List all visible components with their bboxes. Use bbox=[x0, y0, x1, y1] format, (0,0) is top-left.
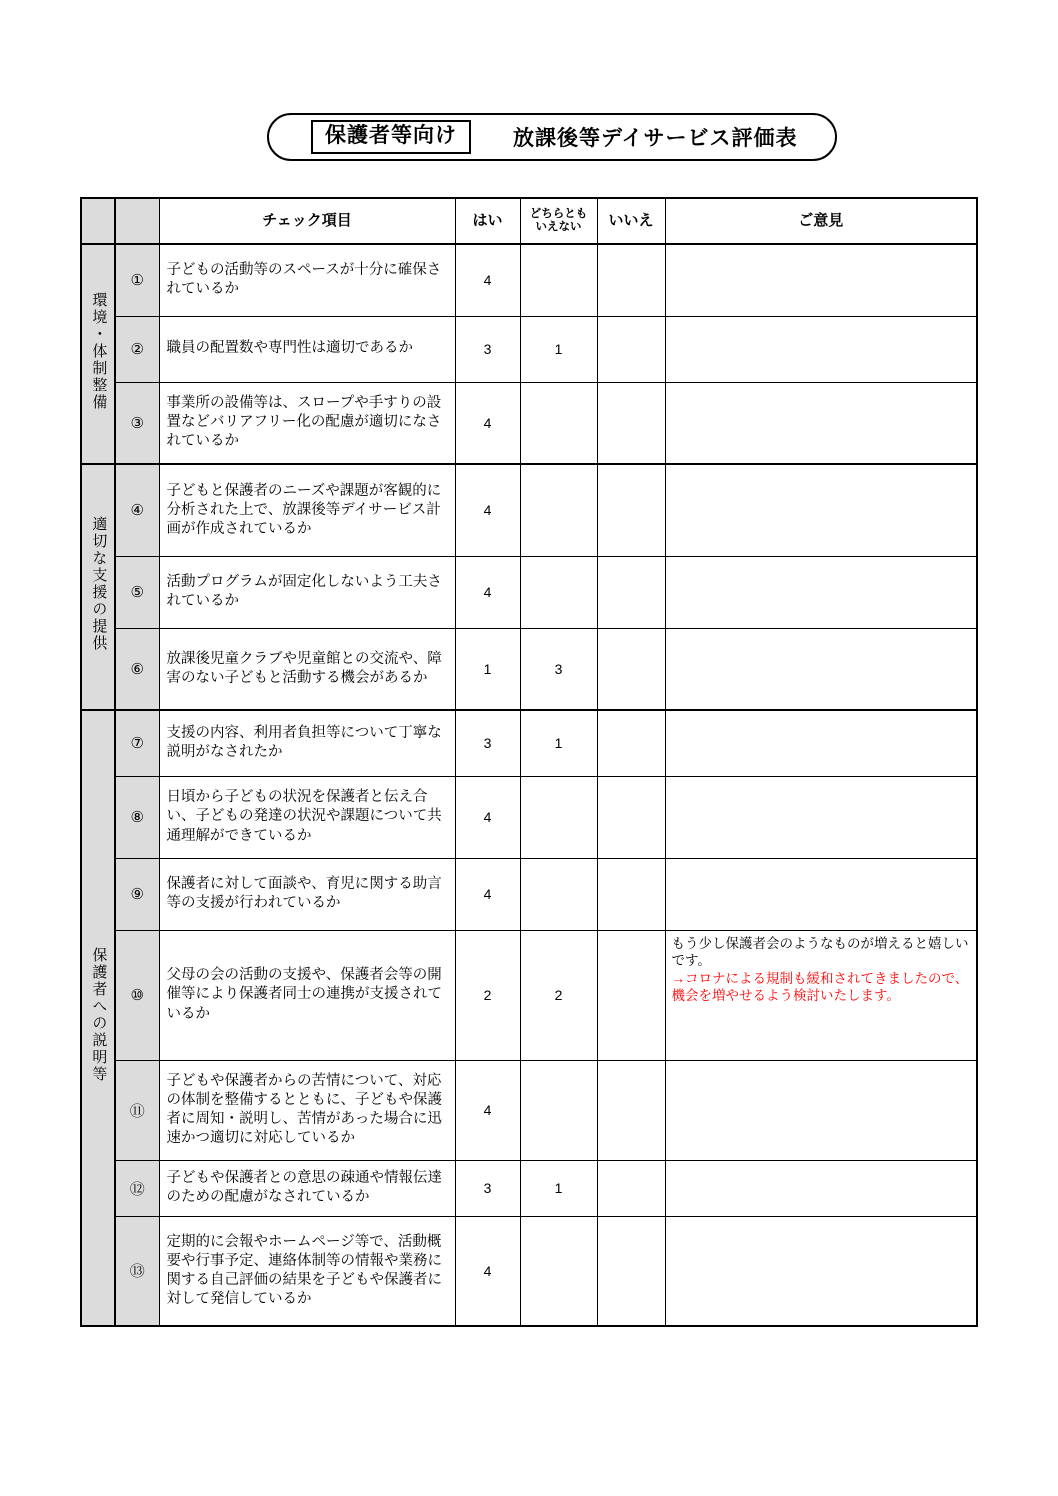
count-no-cell[interactable] bbox=[597, 628, 665, 710]
row-number: ⑥ bbox=[115, 628, 159, 710]
comment-cell[interactable] bbox=[665, 858, 977, 930]
form-title-banner bbox=[267, 113, 837, 161]
check-item-text: 子どもの活動等のスペースが十分に確保されているか bbox=[159, 244, 455, 316]
table-row bbox=[81, 1216, 977, 1326]
count-no-cell[interactable] bbox=[597, 1216, 665, 1326]
table-row bbox=[81, 464, 977, 556]
row-number: ⑫ bbox=[115, 1160, 159, 1216]
title-audience-badge: 保護者等向け bbox=[311, 120, 471, 153]
table-row bbox=[81, 776, 977, 858]
table-row bbox=[81, 316, 977, 382]
count-no-cell[interactable] bbox=[597, 382, 665, 464]
header-neutral-line1: どちらとも bbox=[529, 208, 588, 221]
comment-response-text: →コロナによる規制も緩和されてきましたので、機会を増やせるよう検討いたします。 bbox=[671, 970, 969, 1004]
check-item-text: 定期的に会報やホームページ等で、活動概要や行事予定、連絡体制等の情報や業務に関する自己評価の結果を子どもや保護者に対して発信しているか bbox=[159, 1216, 455, 1326]
count-yes-cell[interactable]: 3 bbox=[455, 1160, 520, 1216]
count-neutral-cell[interactable] bbox=[520, 1060, 597, 1160]
count-neutral-cell[interactable] bbox=[520, 556, 597, 628]
table-header-row bbox=[81, 198, 977, 244]
table-row bbox=[81, 930, 977, 1060]
count-yes-cell[interactable]: 4 bbox=[455, 382, 520, 464]
count-yes-cell[interactable]: 4 bbox=[455, 1060, 520, 1160]
count-neutral-cell[interactable] bbox=[520, 244, 597, 316]
table-row bbox=[81, 628, 977, 710]
count-neutral-cell[interactable]: 2 bbox=[520, 930, 597, 1060]
check-item-text: 支援の内容、利用者負担等について丁寧な説明がなされたか bbox=[159, 710, 455, 776]
count-no-cell[interactable] bbox=[597, 556, 665, 628]
row-number: ① bbox=[115, 244, 159, 316]
check-item-text: 子どもや保護者との意思の疎通や情報伝達のための配慮がなされているか bbox=[159, 1160, 455, 1216]
count-neutral-cell[interactable]: 3 bbox=[520, 628, 597, 710]
comment-cell[interactable] bbox=[665, 244, 977, 316]
table-row bbox=[81, 858, 977, 930]
check-item-text: 保護者に対して面談や、育児に関する助言等の支援が行われているか bbox=[159, 858, 455, 930]
comment-cell[interactable] bbox=[665, 1216, 977, 1326]
count-yes-cell[interactable]: 4 bbox=[455, 244, 520, 316]
comment-cell[interactable] bbox=[665, 382, 977, 464]
count-neutral-cell[interactable] bbox=[520, 776, 597, 858]
check-item-text: 職員の配置数や専門性は適切であるか bbox=[159, 316, 455, 382]
count-neutral-cell[interactable] bbox=[520, 858, 597, 930]
header-comment: ご意見 bbox=[665, 198, 977, 244]
count-neutral-cell[interactable] bbox=[520, 382, 597, 464]
section-label-text: 適切な支援の提供 bbox=[90, 516, 108, 653]
count-yes-cell[interactable]: 2 bbox=[455, 930, 520, 1060]
count-yes-cell[interactable]: 3 bbox=[455, 710, 520, 776]
row-number: ③ bbox=[115, 382, 159, 464]
section-label-1 bbox=[81, 244, 115, 464]
count-neutral-cell[interactable] bbox=[520, 464, 597, 556]
count-yes-cell[interactable]: 4 bbox=[455, 776, 520, 858]
count-no-cell[interactable] bbox=[597, 1160, 665, 1216]
count-yes-cell[interactable]: 4 bbox=[455, 858, 520, 930]
comment-cell[interactable] bbox=[665, 316, 977, 382]
header-yes: はい bbox=[455, 198, 520, 244]
comment-cell[interactable] bbox=[665, 464, 977, 556]
count-no-cell[interactable] bbox=[597, 1060, 665, 1160]
row-number: ④ bbox=[115, 464, 159, 556]
section-label-text: 保護者への説明等 bbox=[90, 947, 108, 1084]
check-item-text: 子どもや保護者からの苦情について、対応の体制を整備するとともに、子どもや保護者に周知・説明し、苦情があった場合に迅速かつ適切に対応しているか bbox=[159, 1060, 455, 1160]
row-number: ② bbox=[115, 316, 159, 382]
table-row bbox=[81, 382, 977, 464]
count-yes-cell[interactable]: 4 bbox=[455, 556, 520, 628]
count-no-cell[interactable] bbox=[597, 710, 665, 776]
header-no: いいえ bbox=[597, 198, 665, 244]
comment-cell[interactable] bbox=[665, 710, 977, 776]
check-item-text: 日頃から子どもの状況を保護者と伝え合い、子どもの発達の状況や課題について共通理解ができているか bbox=[159, 776, 455, 858]
check-item-text: 子どもと保護者のニーズや課題が客観的に分析された上で、放課後等デイサービス計画が作成されているか bbox=[159, 464, 455, 556]
row-number: ⑧ bbox=[115, 776, 159, 858]
row-number: ⑨ bbox=[115, 858, 159, 930]
row-number: ⑤ bbox=[115, 556, 159, 628]
check-item-text: 放課後児童クラブや児童館との交流や、障害のない子どもと活動する機会があるか bbox=[159, 628, 455, 710]
count-yes-cell[interactable]: 4 bbox=[455, 1216, 520, 1326]
count-no-cell[interactable] bbox=[597, 244, 665, 316]
check-item-text: 父母の会の活動の支援や、保護者会等の開催等により保護者同士の連携が支援されているか bbox=[159, 930, 455, 1060]
table-row bbox=[81, 556, 977, 628]
count-no-cell[interactable] bbox=[597, 858, 665, 930]
table-row bbox=[81, 1060, 977, 1160]
comment-cell[interactable] bbox=[665, 930, 977, 1060]
header-number-spacer bbox=[115, 198, 159, 244]
table-row bbox=[81, 710, 977, 776]
check-item-text: 事業所の設備等は、スロープや手すりの設置などバリアフリー化の配慮が適切になされているか bbox=[159, 382, 455, 464]
count-no-cell[interactable] bbox=[597, 316, 665, 382]
section-label-2 bbox=[81, 464, 115, 710]
row-number: ⑩ bbox=[115, 930, 159, 1060]
header-section-spacer bbox=[81, 198, 115, 244]
row-number: ⑬ bbox=[115, 1216, 159, 1326]
count-yes-cell[interactable]: 4 bbox=[455, 464, 520, 556]
header-neutral-line2: いえない bbox=[535, 221, 582, 233]
count-neutral-cell[interactable] bbox=[520, 1216, 597, 1326]
count-no-cell[interactable] bbox=[597, 776, 665, 858]
comment-cell[interactable] bbox=[665, 1160, 977, 1216]
count-yes-cell[interactable]: 1 bbox=[455, 628, 520, 710]
comment-cell[interactable] bbox=[665, 556, 977, 628]
section-label-3 bbox=[81, 710, 115, 1326]
count-no-cell[interactable] bbox=[597, 930, 665, 1060]
count-neutral-cell[interactable]: 1 bbox=[520, 710, 597, 776]
row-number: ⑪ bbox=[115, 1060, 159, 1160]
evaluation-table bbox=[80, 197, 978, 1327]
header-check-item: チェック項目 bbox=[159, 198, 455, 244]
count-neutral-cell[interactable]: 1 bbox=[520, 316, 597, 382]
count-no-cell[interactable] bbox=[597, 464, 665, 556]
table-row bbox=[81, 244, 977, 316]
comment-cell[interactable] bbox=[665, 628, 977, 710]
row-number: ⑦ bbox=[115, 710, 159, 776]
count-yes-cell[interactable]: 3 bbox=[455, 316, 520, 382]
section-label-text: 環境・体制整備 bbox=[90, 291, 108, 411]
table-row bbox=[81, 1160, 977, 1216]
comment-text: もう少し保護者会のようなものが増えると嬉しいです。 bbox=[671, 935, 969, 969]
header-neutral bbox=[520, 198, 597, 244]
comment-cell[interactable] bbox=[665, 1060, 977, 1160]
count-neutral-cell[interactable]: 1 bbox=[520, 1160, 597, 1216]
page-title: 放課後等デイサービス評価表 bbox=[513, 127, 798, 150]
check-item-text: 活動プログラムが固定化しないよう工夫されているか bbox=[159, 556, 455, 628]
comment-cell[interactable] bbox=[665, 776, 977, 858]
